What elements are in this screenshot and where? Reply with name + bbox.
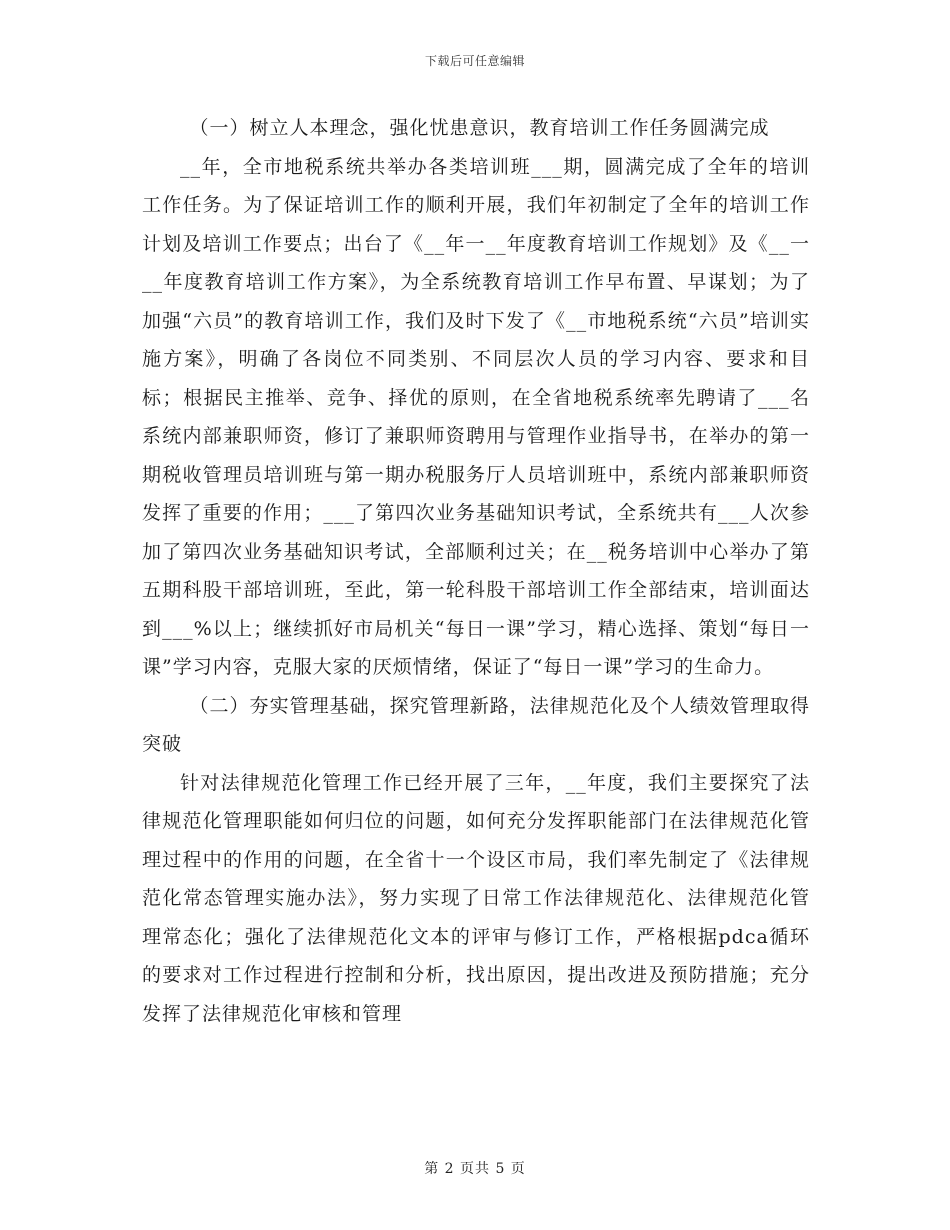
page-header-note: 下载后可任意编辑 [424,54,525,68]
body-paragraph-1: __年，全市地税系统共举办各类培训班___期，圆满完成了全年的培训工作任务。为了保证培训工作的顺利开展，我们年初制定了全年的培训工作计划及培训工作要点；出台了《__年一__年度教育培训工作规划》及《__一__年度教育培训工作方案》，为全系统教育培训工作早布置、早谋划；为了加强“六员”的教育培训工作，我们及时下发了《__市地税系统“六员”培训实施方案》，明确了各岗位不同类别、不同层次人员的学习内容、要求和目标；根据民主推举、竞争、择优的原则，在全省地税系统率先聘请了___名系统内部兼职师资，修订了兼职师资聘用与管理作业指导书，在举办的第一期税收管理员培训班与第一期办税服务厅人员培训班中，系统内部兼职师资发挥了重要的作用；___了第四次业务基础知识考试，全系统共有___人次参加了第四次业务基础知识考试，全部顺利过关；在__税务培训中心举办了第五期科股干部培训班，至此，第一轮科股干部培训工作全部结束，培训面达到___%以上；继续抓好市局机关“每日一课”学习，精心选择、策划“每日一课”学习内容，克服大家的厌烦情绪，保证了“每日一课”学习的生命力。 [142,155,810,678]
section-heading-1: （一）树立人本理念，强化忧患意识，教育培训工作任务圆满完成 [189,117,770,139]
page-number-footer: 第 2 页共 5 页 [424,1161,526,1177]
body-paragraph-2: 针对法律规范化管理工作已经开展了三年，__年度，我们主要探究了法律规范化管理职能如何归位的问题，如何充分发挥职能部门在法律规范化管理过程中的作用的问题，在全省十一个设区市局，我们率先制定了《法律规范化常态管理实施办法》，努力实现了日常工作法律规范化、法律规范化管理常态化；强化了法律规范化文本的评审与修订工作，严格根据pdca循环的要求对工作过程进行控制和分析，找出原因，提出改进及预防措施；充分发挥了法律规范化审核和管理 [142,771,810,1025]
section-heading-2: （二）夯实管理基础，探究管理新路，法律规范化及个人绩效管理取得突破 [142,694,810,755]
document-body [142,109,810,1033]
